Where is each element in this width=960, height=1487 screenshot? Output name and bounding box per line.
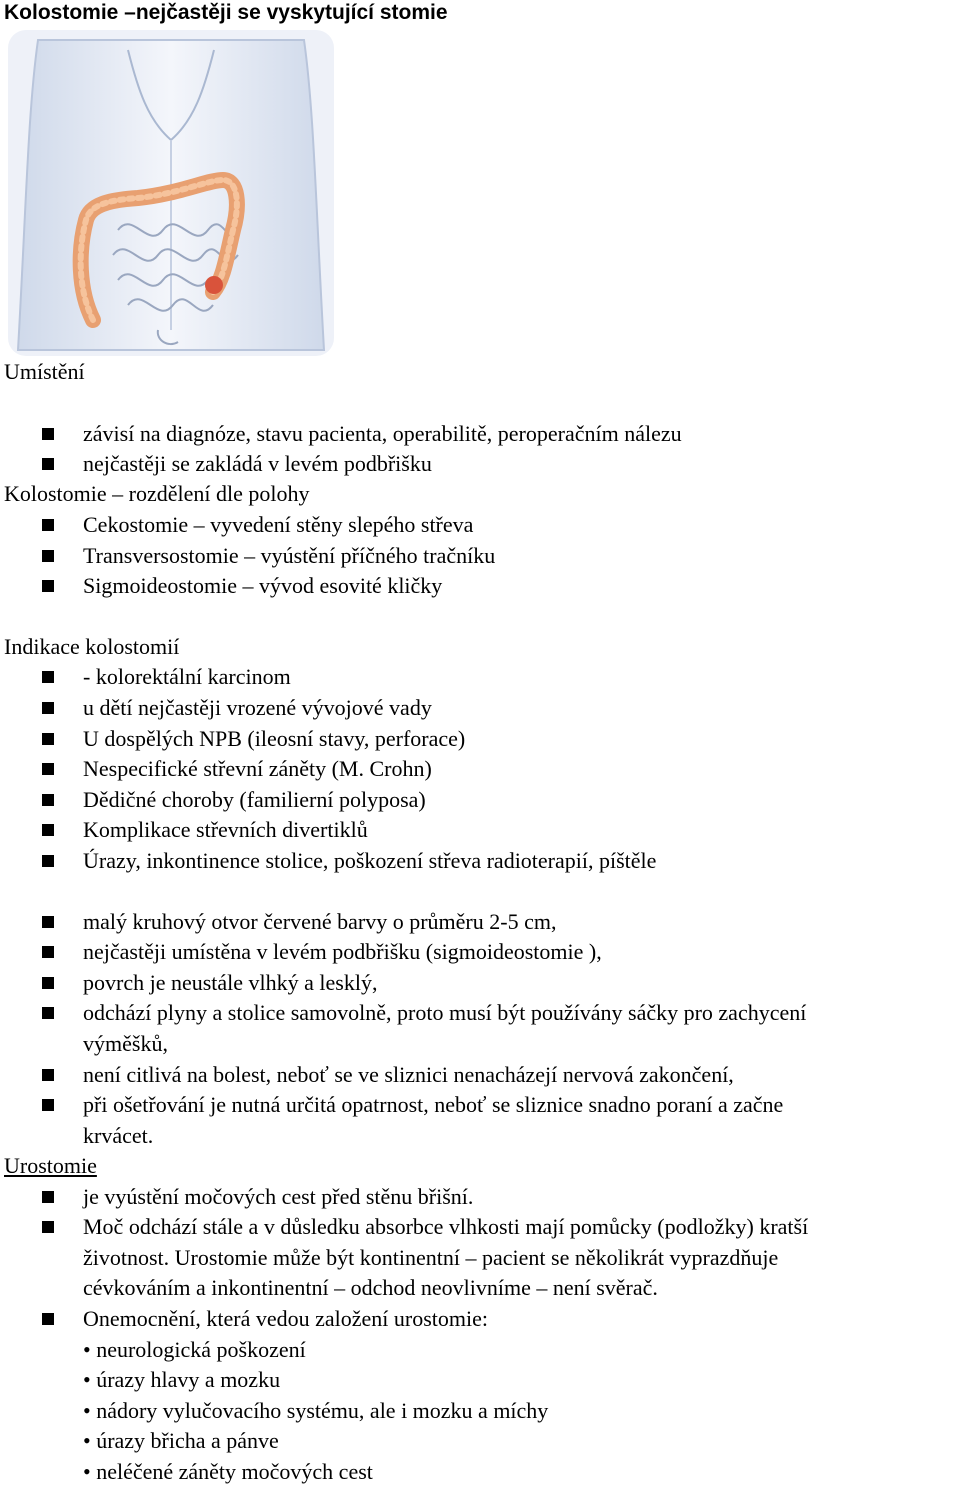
square-bullet-icon: [42, 1069, 54, 1081]
square-bullet-icon: [42, 702, 54, 714]
square-bullet-icon: [42, 671, 54, 683]
square-bullet-icon: [42, 794, 54, 806]
list-item-continuation: cévkováním a inkontinentní – odchod neovlivníme – není svěrač.: [83, 1275, 658, 1300]
disease-item: • úrazy hlavy a mozku: [83, 1367, 281, 1392]
disease-item: • neurologická poškození: [83, 1337, 306, 1362]
square-bullet-icon: [42, 1313, 54, 1325]
section-heading-indikace: Indikace kolostomií: [4, 634, 180, 659]
square-bullet-icon: [42, 1221, 54, 1233]
square-bullet-icon: [42, 763, 54, 775]
colon-anatomy-illustration-icon: [8, 30, 334, 356]
square-bullet-icon: [42, 977, 54, 989]
square-bullet-icon: [42, 428, 54, 440]
section-heading-rozdeleni: Kolostomie – rozdělení dle polohy: [4, 481, 310, 506]
page-title: Kolostomie –nejčastěji se vyskytující stomie: [4, 1, 448, 24]
disease-item: • neléčené záněty močových cest: [83, 1459, 373, 1484]
square-bullet-icon: [42, 550, 54, 562]
square-bullet-icon: [42, 458, 54, 470]
square-bullet-icon: [42, 946, 54, 958]
square-bullet-icon: [42, 1099, 54, 1111]
square-bullet-icon: [42, 580, 54, 592]
square-bullet-icon: [42, 1191, 54, 1203]
square-bullet-icon: [42, 733, 54, 745]
section-heading-umisteni: Umístění: [4, 359, 85, 384]
disease-item: • úrazy břicha a pánve: [83, 1428, 279, 1453]
square-bullet-icon: [42, 519, 54, 531]
square-bullet-icon: [42, 916, 54, 928]
section-heading-urostomie: Urostomie: [4, 1153, 97, 1178]
list-item-continuation: krvácet.: [83, 1123, 154, 1148]
list-item-continuation: životnost. Urostomie může být kontinentní – pacient se několikrát vyprazdňuje: [83, 1245, 779, 1270]
disease-item: • nádory vylučovacího systému, ale i mozku a míchy: [83, 1398, 549, 1423]
square-bullet-icon: [42, 824, 54, 836]
square-bullet-icon: [42, 855, 54, 867]
list-item-continuation: výměšků,: [83, 1031, 168, 1056]
square-bullet-icon: [42, 1007, 54, 1019]
